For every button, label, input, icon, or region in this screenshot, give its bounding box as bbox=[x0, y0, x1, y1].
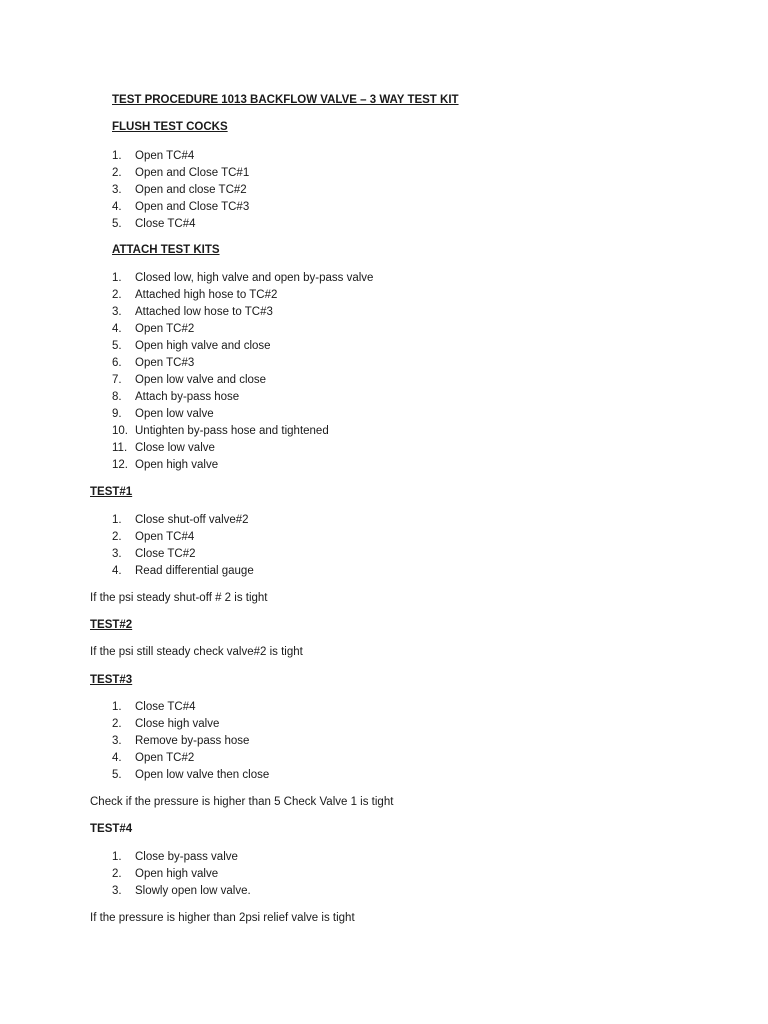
test2-result: If the psi still steady check valve#2 is tight bbox=[90, 646, 303, 658]
step-number: 3. bbox=[112, 885, 122, 897]
step-text: Open high valve bbox=[135, 459, 219, 471]
step-number: 1. bbox=[112, 514, 122, 526]
test4-heading: TEST#4 bbox=[90, 823, 133, 835]
step-text: Close TC#2 bbox=[135, 548, 196, 560]
step-number: 2. bbox=[112, 289, 122, 301]
step-text: Read differential gauge bbox=[135, 565, 254, 577]
step-text: Open low valve then close bbox=[135, 769, 270, 781]
step-number: 4. bbox=[112, 752, 122, 764]
step-text: Untighten by-pass hose and tightened bbox=[135, 425, 329, 437]
step-text: Open high valve bbox=[135, 868, 219, 880]
step-number: 1. bbox=[112, 272, 122, 284]
test1-result: If the psi steady shut-off # 2 is tight bbox=[90, 592, 268, 604]
step-text: Open TC#2 bbox=[135, 752, 195, 764]
step-text: Close TC#4 bbox=[135, 218, 196, 230]
step-number: 2. bbox=[112, 167, 122, 179]
attach-test-kits-heading: ATTACH TEST KITS bbox=[112, 244, 220, 256]
step-number: 3. bbox=[112, 735, 122, 747]
step-text: Close TC#4 bbox=[135, 701, 196, 713]
step-number: 5. bbox=[112, 769, 122, 781]
step-number: 2. bbox=[112, 718, 122, 730]
step-number: 11. bbox=[112, 442, 128, 454]
step-text: Close low valve bbox=[135, 442, 215, 454]
step-text: Close shut-off valve#2 bbox=[135, 514, 249, 526]
test1-heading: TEST#1 bbox=[90, 486, 133, 498]
step-number: 7. bbox=[112, 374, 122, 386]
step-number: 2. bbox=[112, 531, 122, 543]
step-number: 4. bbox=[112, 201, 122, 213]
step-text: Open low valve bbox=[135, 408, 214, 420]
document-title: TEST PROCEDURE 1013 BACKFLOW VALVE – 3 WAY TEST KIT bbox=[112, 94, 459, 106]
step-number: 2. bbox=[112, 868, 122, 880]
step-number: 5. bbox=[112, 218, 122, 230]
step-number: 4. bbox=[112, 323, 122, 335]
test3-heading: TEST#3 bbox=[90, 674, 133, 686]
step-number: 1. bbox=[112, 701, 122, 713]
step-number: 4. bbox=[112, 565, 122, 577]
step-text: Attached low hose to TC#3 bbox=[135, 306, 273, 318]
step-text: Open low valve and close bbox=[135, 374, 267, 386]
step-number: 9. bbox=[112, 408, 122, 420]
step-text: Open and Close TC#3 bbox=[135, 201, 250, 213]
step-text: Slowly open low valve. bbox=[135, 885, 251, 897]
step-text: Open and Close TC#1 bbox=[135, 167, 250, 179]
step-number: 10. bbox=[112, 425, 128, 437]
step-text: Close high valve bbox=[135, 718, 220, 730]
step-text: Open TC#2 bbox=[135, 323, 195, 335]
step-text: Attach by-pass hose bbox=[135, 391, 240, 403]
step-text: Open TC#4 bbox=[135, 150, 195, 162]
step-text: Remove by-pass hose bbox=[135, 735, 250, 747]
step-text: Attached high hose to TC#2 bbox=[135, 289, 278, 301]
step-number: 6. bbox=[112, 357, 122, 369]
step-number: 3. bbox=[112, 184, 122, 196]
step-number: 8. bbox=[112, 391, 122, 403]
step-number: 5. bbox=[112, 340, 122, 352]
step-text: Open TC#3 bbox=[135, 357, 195, 369]
step-text: Closed low, high valve and open by-pass valve bbox=[135, 272, 374, 284]
step-number: 1. bbox=[112, 150, 122, 162]
step-number: 12. bbox=[112, 459, 128, 471]
step-text: Open high valve and close bbox=[135, 340, 271, 352]
step-number: 3. bbox=[112, 306, 122, 318]
test4-result: If the pressure is higher than 2psi relief valve is tight bbox=[90, 912, 355, 924]
step-text: Open TC#4 bbox=[135, 531, 195, 543]
step-text: Close by-pass valve bbox=[135, 851, 238, 863]
step-text: Open and close TC#2 bbox=[135, 184, 247, 196]
flush-test-cocks-heading: FLUSH TEST COCKS bbox=[112, 121, 228, 133]
step-number: 3. bbox=[112, 548, 122, 560]
step-number: 1. bbox=[112, 851, 122, 863]
test2-heading: TEST#2 bbox=[90, 619, 133, 631]
test3-result: Check if the pressure is higher than 5 Check Valve 1 is tight bbox=[90, 796, 394, 808]
